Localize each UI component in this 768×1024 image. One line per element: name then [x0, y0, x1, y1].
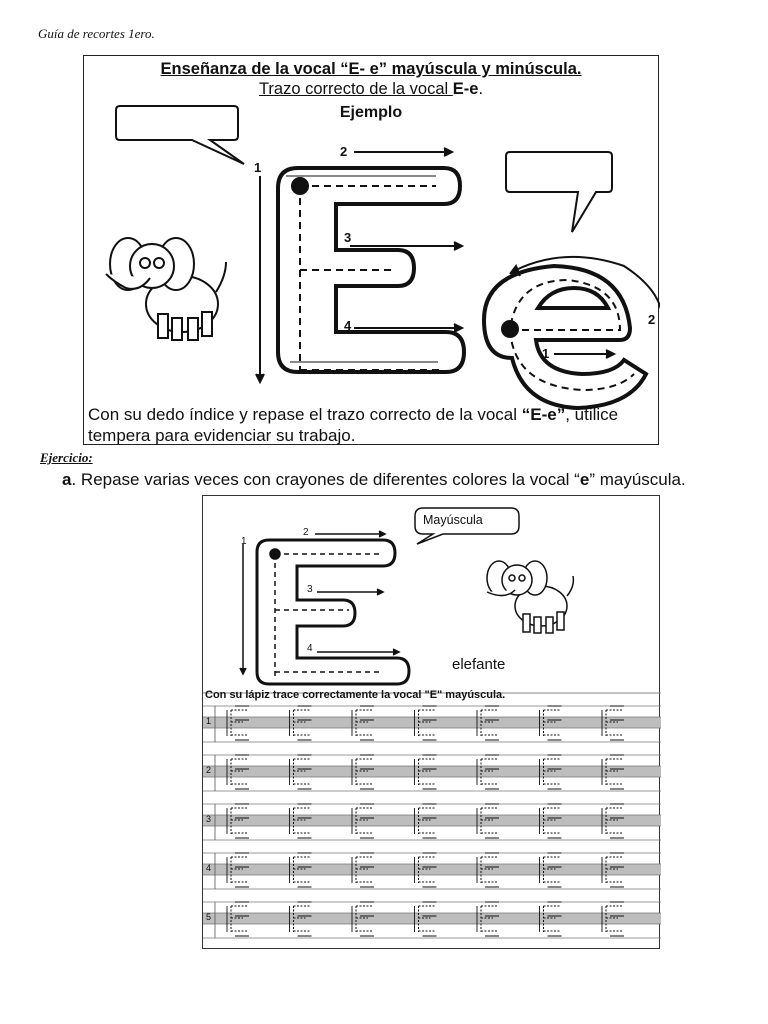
practice-row-label: 5: [206, 912, 212, 922]
page-header: Guía de recortes 1ero.: [38, 26, 155, 41]
uppercase-e-guides: [256, 148, 462, 382]
subtitle-text: Trazo correcto de la vocal: [258, 80, 453, 98]
item-bold: e: [579, 470, 590, 489]
speech-bubble-left: [116, 106, 244, 164]
word-elefante: elefante: [452, 656, 506, 673]
lower-stroke-number-1: 1: [542, 346, 550, 361]
item-text: . Repase varias veces con crayones de diferentes colores la vocal “: [71, 470, 580, 489]
stroke-number-2: 2: [340, 144, 348, 159]
ws-stroke-number-4: 4: [307, 643, 313, 654]
subtitle-bold: E-e: [452, 80, 479, 98]
exercise-item-a: [62, 469, 702, 490]
worksheet-e-outline: [257, 540, 409, 684]
worksheet: [202, 495, 660, 949]
exercise-heading: Ejercicio:: [40, 450, 93, 465]
practice-row-label: 2: [206, 765, 212, 775]
practice-row-band: [203, 717, 661, 728]
ws-stroke-number-1: 1: [241, 536, 247, 547]
practice-row-label: 4: [206, 863, 212, 873]
instruction-bold: “E-e”: [521, 405, 566, 424]
worksheet-drawing: [203, 496, 661, 950]
subtitle-end: .: [478, 80, 484, 98]
practice-row-band: [203, 913, 661, 924]
bubble-text: Mayúscula: [423, 513, 483, 527]
practice-row-band: [203, 766, 661, 777]
stroke-number-1: 1: [254, 160, 262, 175]
instruction-text: Con su dedo índice y repase el trazo correcto de la vocal: [88, 405, 522, 424]
elephant-icon: [106, 238, 226, 340]
ws-stroke-number-2: 2: [303, 527, 309, 538]
worksheet-e-guides: [240, 531, 399, 676]
ws-stroke-number-3: 3: [307, 584, 313, 595]
practice-row-band: [203, 815, 661, 826]
speech-bubble-right: [506, 152, 612, 232]
example-label: Ejemplo: [339, 104, 403, 121]
lower-stroke-number-2: 2: [648, 312, 656, 327]
instruction-end: , utilice tempera para evidenciar su trabajo.: [88, 405, 619, 445]
lesson-box: [83, 55, 659, 445]
item-label: a: [62, 470, 72, 489]
stroke-number-4: 4: [344, 318, 352, 333]
lesson-instruction: [88, 404, 648, 446]
lesson-title: Enseñanza de la vocal “E- e” mayúscula y minúscula.: [160, 60, 582, 78]
worksheet-subtitle: Con su lápiz trace correctamente la vocal "E" mayúscula.: [205, 689, 506, 701]
practice-row-label: 1: [206, 716, 212, 726]
practice-rows: [203, 706, 661, 938]
stroke-number-3: 3: [344, 230, 352, 245]
practice-row-label: 3: [206, 814, 212, 824]
worksheet-elephant-icon: [487, 561, 573, 633]
practice-row-band: [203, 864, 661, 875]
item-end: ” mayúscula.: [589, 470, 686, 489]
letter-e-diagram: [84, 56, 660, 446]
